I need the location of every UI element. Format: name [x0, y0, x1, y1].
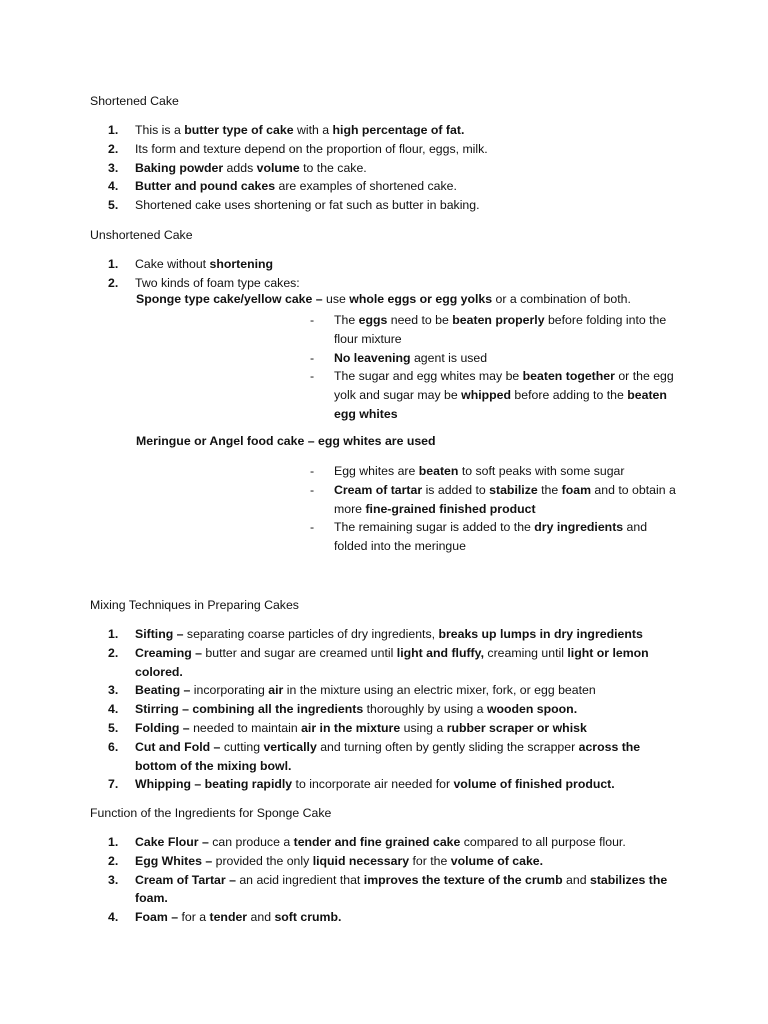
heading-shortened-cake: Shortened Cake: [90, 94, 179, 108]
list-function-of-ingredients: [108, 833, 668, 927]
list-item: 2. Two kinds of foam type cakes:: [108, 275, 300, 290]
list-item: 4. Butter and pound cakes are examples of shortened cake.: [108, 179, 457, 194]
list-item: 5. Shortened cake uses shortening or fat such as butter in baking.: [108, 198, 480, 213]
list-item: 7. Whipping – beating rapidly to incorporate air needed for volume of finished product.: [108, 777, 615, 792]
heading-unshortened-cake: Unshortened Cake: [90, 228, 193, 242]
list-item: 2. Creaming – butter and sugar are creamed until light and fluffy, creaming until light or lemon colored.: [108, 645, 649, 679]
list-item: 1. Cake Flour – can produce a tender and fine grained cake compared to all purpose flour.: [108, 835, 626, 849]
list-mixing-techniques: [108, 625, 668, 794]
list-item: 1. Sifting – separating coarse particles of dry ingredients, breaks up lumps in dry ingredients: [108, 627, 643, 641]
list-item: 1. Cake without shortening: [108, 257, 274, 271]
list-item: 4. Stirring – combining all the ingredients thoroughly by using a wooden spoon.: [108, 702, 578, 717]
list-item: 1. This is a butter type of cake with a high percentage of fat.: [108, 123, 465, 137]
list-item: - The remaining sugar is added to the dry ingredients and folded into the meringue: [310, 520, 648, 554]
list-item: 5. Folding – needed to maintain air in the mixture using a rubber scraper or whisk: [108, 720, 587, 735]
list-unshortened-cake: [108, 255, 668, 293]
list-item: 6. Cut and Fold – cutting vertically and turning often by gently sliding the scrapper across the bottom of the mixing bowl.: [108, 739, 641, 773]
list-item: 3. Cream of Tartar – an acid ingredient that improves the texture of the crumb and stabilizes the foam.: [108, 872, 668, 906]
sponge-cake-line: Sponge type cake/yellow cake – use whole eggs or egg yolks or a combination of both.: [136, 292, 631, 306]
heading-function-of-ingredients: Function of the Ingredients for Sponge Cake: [90, 806, 332, 820]
list-item: 2. Egg Whites – provided the only liquid necessary for the volume of cake.: [108, 853, 544, 868]
sponge-cake-bullets: [310, 311, 682, 424]
list-item: - Egg whites are beaten to soft peaks with some sugar: [310, 464, 625, 478]
list-item: - Cream of tartar is added to stabilize the foam and to obtain a more fine-grained finished product: [310, 482, 676, 516]
list-item: - The eggs need to be beaten properly before folding into the flour mixture: [310, 313, 667, 346]
list-item: 2. Its form and texture depend on the proportion of flour, eggs, milk.: [108, 141, 488, 156]
list-item: 3. Beating – incorporating air in the mixture using an electric mixer, fork, or egg beaten: [108, 683, 596, 698]
list-item: 3. Baking powder adds volume to the cake.: [108, 160, 367, 175]
list-item: 4. Foam – for a tender and soft crumb.: [108, 910, 342, 925]
meringue-cake-line: Meringue or Angel food cake – egg whites are used: [136, 434, 436, 448]
meringue-cake-bullets: [310, 462, 682, 556]
list-shortened-cake: [108, 121, 668, 215]
list-item: - The sugar and egg whites may be beaten together or the egg yolk and sugar may be whipped before adding to the beaten egg whites: [310, 369, 674, 421]
list-item: - No leavening agent is used: [310, 350, 488, 365]
heading-mixing-techniques: Mixing Techniques in Preparing Cakes: [90, 598, 299, 612]
